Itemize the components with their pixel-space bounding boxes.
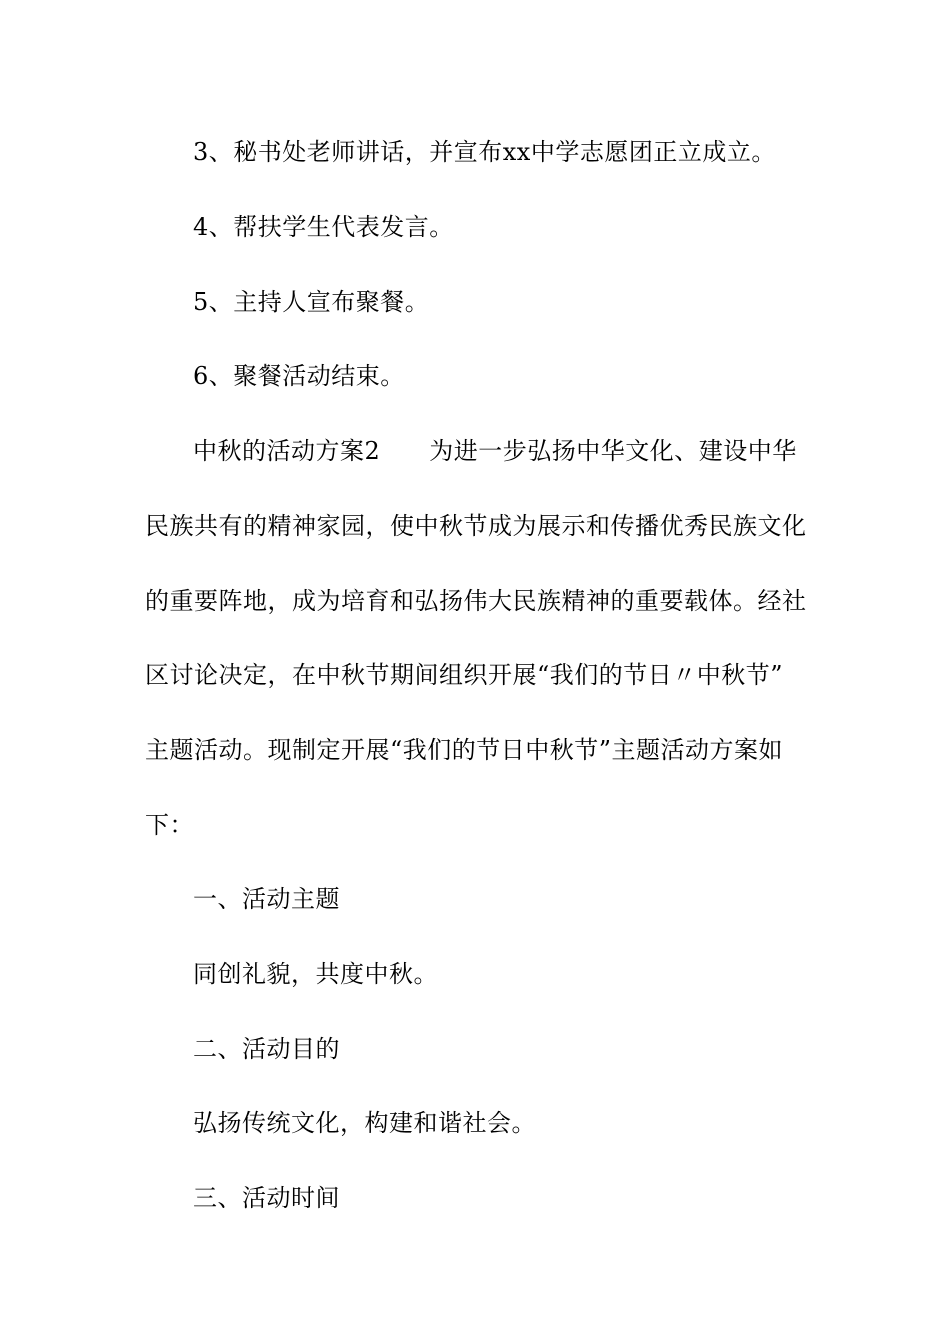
paragraph-line: 同创礼貌，共度中秋。 bbox=[193, 960, 438, 988]
paragraph-line: 弘扬传统文化，构建和谐社会。 bbox=[193, 1109, 536, 1137]
paragraph-line: 下： bbox=[145, 811, 194, 839]
paragraph-line: 6、聚餐活动结束。 bbox=[193, 362, 405, 390]
section-heading: 二、活动目的 bbox=[193, 1035, 340, 1063]
paragraph-line: 中秋的活动方案2 为进一步弘扬中华文化、建设中华 bbox=[193, 437, 797, 465]
paragraph-line: 民族共有的精神家园，使中秋节成为展示和传播优秀民族文化 bbox=[145, 512, 807, 540]
paragraph-line: 主题活动。现制定开展“我们的节日中秋节”主题活动方案如 bbox=[145, 736, 784, 764]
paragraph-line: 的重要阵地，成为培育和弘扬伟大民族精神的重要载体。经社 bbox=[145, 587, 807, 615]
section-heading: 三、活动时间 bbox=[193, 1184, 340, 1212]
paragraph-line: 3、秘书处老师讲话，并宣布xx中学志愿团正立成立。 bbox=[193, 138, 776, 166]
section-heading: 一、活动主题 bbox=[193, 885, 340, 913]
paragraph-line: 5、主持人宣布聚餐。 bbox=[193, 288, 430, 316]
paragraph-line: 4、帮扶学生代表发言。 bbox=[193, 213, 454, 241]
paragraph-line: 区讨论决定，在中秋节期间组织开展“我们的节日〃中秋节” bbox=[145, 661, 784, 689]
